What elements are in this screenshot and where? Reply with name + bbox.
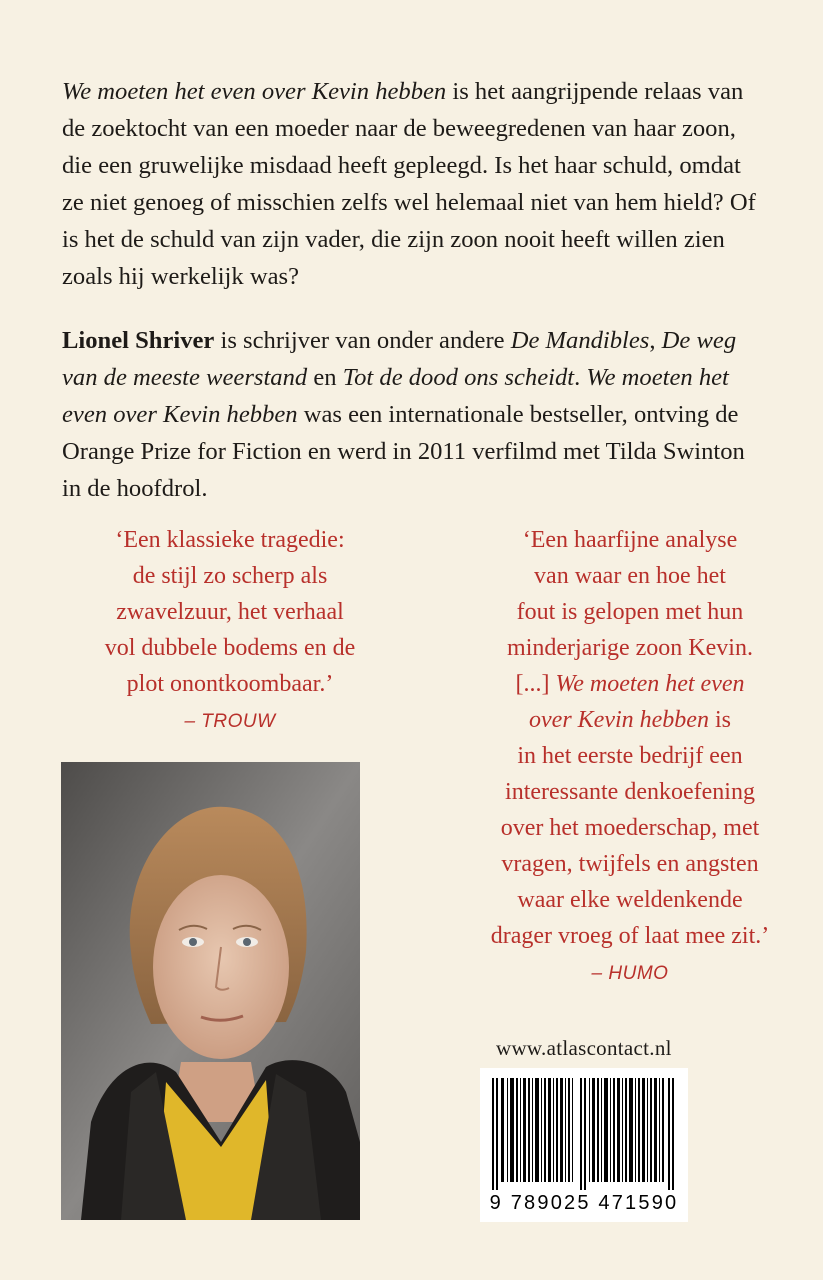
author-photo-illustration	[61, 762, 360, 1220]
publisher-website: www.atlascontact.nl	[496, 1036, 672, 1060]
quote-line: fout is gelopen met hun	[516, 599, 744, 625]
isbn-number: 9 789025 471590	[489, 1192, 679, 1214]
bio-text: ,	[649, 327, 662, 354]
review-quote-humo	[440, 522, 820, 992]
author-photo	[61, 762, 360, 1220]
quote-line: zwavelzuur, het verhaal	[116, 599, 344, 625]
quote-line: interessante denkoefening	[505, 779, 755, 805]
quote-line: van waar en hoe het	[534, 563, 726, 589]
quote-line: plot onontkoombaar.’	[126, 671, 334, 697]
quote-line: vragen, twijfels en angsten	[501, 851, 759, 877]
barcode-bars	[480, 1068, 688, 1192]
quote-line: drager vroeg of laat mee zit.’	[490, 923, 770, 949]
quote-source: – HUMO	[591, 963, 669, 984]
quote-source: – TROUW	[184, 711, 276, 732]
quote-line: ‘Een haarfijne analyse	[522, 527, 738, 553]
author-bio	[62, 322, 762, 507]
quote-book-title: We moeten het even	[555, 671, 745, 697]
quote-line: waar elke weldenkende	[517, 887, 743, 913]
blurb-title: We moeten het even over Kevin hebben	[62, 78, 447, 105]
blurb-text: is het aangrijpende relaas van de zoektocht van een moeder naar de beweegredenen van haar zoon, die een gruwelijke misdaad heeft gepleegd. Is het haar schuld, omdat ze niet genoeg of misschien zelfs wel helemaal niet van hem hield? Of is het de schuld van zijn vader, die zijn zoon nooit heeft willen zien zoals hij werkelijk was?	[62, 78, 756, 290]
quote-text: is	[708, 707, 731, 733]
quote-line: ‘Een klassieke tragedie:	[115, 527, 345, 553]
bio-book-title: Tot de dood ons scheidt	[342, 364, 575, 391]
quote-line: over het moederschap, met	[500, 815, 760, 841]
quote-line: in het eerste bedrijf een	[517, 743, 743, 769]
quote-line: minderjarige zoon Kevin.	[507, 635, 753, 661]
author-name: Lionel Shriver	[62, 327, 215, 354]
quote-text: [...]	[515, 671, 556, 697]
isbn-barcode	[480, 1068, 688, 1222]
bio-book-title: We moeten het even over Kevin hebben	[62, 364, 729, 428]
bio-book-title: De Mandibles	[510, 327, 650, 354]
bio-text: was een internationale bestseller, ontving de Orange Prize for Fiction en werd in 2011 verfilmd met Tilda Swinton in de hoofdrol.	[62, 401, 745, 502]
bio-text: is schrijver van onder andere	[214, 327, 511, 354]
quote-book-title: over Kevin hebben	[529, 707, 709, 733]
bio-text: en	[307, 364, 343, 391]
quote-line	[440, 666, 820, 702]
quote-line: vol dubbele bodems en de	[104, 635, 356, 661]
quote-line	[440, 702, 820, 738]
bio-text: .	[574, 364, 587, 391]
bio-book-title: De weg van de meeste weerstand	[62, 327, 737, 391]
book-blurb	[62, 73, 762, 295]
quote-line: de stijl zo scherp als	[132, 563, 328, 589]
review-quote-trouw	[80, 522, 380, 740]
